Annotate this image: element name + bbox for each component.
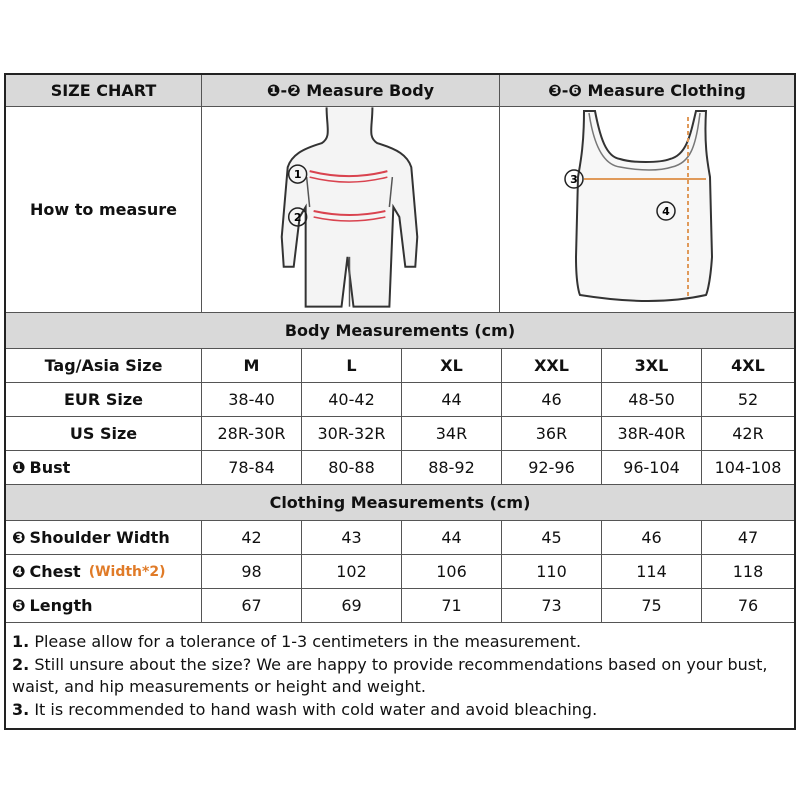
table-row	[6, 589, 794, 623]
value-cell: 48-50	[602, 383, 702, 416]
row-label: EUR Size	[6, 383, 202, 416]
row-label: ❸ Shoulder Width	[6, 521, 202, 554]
value-cell: 96-104	[602, 451, 702, 484]
value-cell: 40-42	[302, 383, 402, 416]
value-cell: 104-108	[714, 458, 782, 477]
size-cell: XL	[402, 349, 502, 382]
value-cell: 76	[737, 596, 759, 615]
value-cell: 44	[402, 383, 502, 416]
body-diagram-cell	[202, 107, 500, 312]
value-cell: 71	[402, 589, 502, 622]
value-cell: 44	[402, 521, 502, 554]
table-row	[6, 383, 794, 417]
body-header-label: Measure Body	[306, 81, 435, 100]
value-cell: 28R-30R	[202, 417, 302, 450]
svg-text:3: 3	[570, 173, 578, 186]
clothing-header-label: Measure Clothing	[587, 81, 746, 100]
measure-body-header	[202, 75, 500, 106]
row-label: ❺ Length	[6, 589, 202, 622]
value-cell: 102	[302, 555, 402, 588]
value-cell: 92-96	[502, 451, 602, 484]
table-row	[6, 417, 794, 451]
row-label: ❹ Chest (Width*2)	[6, 555, 202, 588]
svg-text:1: 1	[293, 168, 302, 182]
table-row	[6, 521, 794, 555]
tank-diagram-cell	[500, 107, 794, 312]
header-row	[6, 75, 794, 107]
bust-badge: ❶	[12, 458, 26, 477]
value-cell: 34R	[402, 417, 502, 450]
value-cell: 114	[602, 555, 702, 588]
body-range-label: ❶-❷	[266, 81, 301, 100]
body-measurements-title-row	[6, 313, 794, 349]
tank-top-image	[500, 107, 794, 312]
value-cell: 45	[502, 521, 602, 554]
value-cell: 118	[732, 562, 764, 581]
body-measurements-title: Body Measurements (cm)	[284, 321, 516, 340]
value-cell: 42R	[732, 424, 764, 443]
clothing-measurements-title: Clothing Measurements (cm)	[269, 493, 531, 512]
value-cell: 42	[202, 521, 302, 554]
value-cell: 75	[602, 589, 702, 622]
size-cell: M	[202, 349, 302, 382]
row-label: ❶ Bust	[6, 451, 202, 484]
value-cell: 46	[502, 383, 602, 416]
size-cell: XXL	[502, 349, 602, 382]
value-cell: 98	[202, 555, 302, 588]
length-badge: ❺	[12, 596, 26, 615]
size-cell: 4XL	[731, 356, 765, 375]
value-cell: 36R	[502, 417, 602, 450]
chest-badge: ❹	[12, 562, 26, 581]
value-cell: 43	[302, 521, 402, 554]
value-cell: 73	[502, 589, 602, 622]
value-cell: 47	[737, 528, 759, 547]
shoulder-badge: ❸	[12, 528, 26, 547]
measure-clothing-header	[500, 75, 794, 106]
size-cell: 3XL	[602, 349, 702, 382]
note-item: 3. It is recommended to hand wash with cold water and avoid bleaching.	[12, 699, 598, 719]
chest-note: (Width*2)	[88, 563, 166, 580]
value-cell: 52	[737, 390, 759, 409]
body-figure-image	[202, 107, 499, 312]
clothing-range-label: ❸-❻	[548, 81, 582, 100]
notes-block	[6, 623, 794, 721]
value-cell: 106	[402, 555, 502, 588]
value-cell: 46	[602, 521, 702, 554]
size-chart-title: SIZE CHART	[6, 75, 202, 106]
value-cell: 80-88	[302, 451, 402, 484]
row-label: Tag/Asia Size	[6, 349, 202, 382]
svg-text:4: 4	[662, 205, 670, 218]
how-to-measure-label: How to measure	[6, 107, 202, 312]
note-item: 2. Still unsure about the size? We are happy to provide recommendations based on your bust, waist, and hip measurements or height and weight.	[12, 654, 768, 696]
clothing-measurements-title-row	[6, 485, 794, 521]
table-row	[6, 451, 794, 485]
size-cell: L	[302, 349, 402, 382]
value-cell: 110	[502, 555, 602, 588]
value-cell: 30R-32R	[302, 417, 402, 450]
value-cell: 67	[202, 589, 302, 622]
value-cell: 38R-40R	[602, 417, 702, 450]
table-row	[6, 555, 794, 589]
value-cell: 78-84	[202, 451, 302, 484]
value-cell: 38-40	[202, 383, 302, 416]
row-label: US Size	[6, 417, 202, 450]
value-cell: 88-92	[402, 451, 502, 484]
svg-text:2: 2	[293, 210, 302, 224]
size-chart-table	[4, 73, 796, 730]
how-to-measure-row	[6, 107, 794, 313]
table-row	[6, 349, 794, 383]
value-cell: 69	[302, 589, 402, 622]
note-item: 1. Please allow for a tolerance of 1-3 centimeters in the measurement.	[12, 632, 582, 651]
